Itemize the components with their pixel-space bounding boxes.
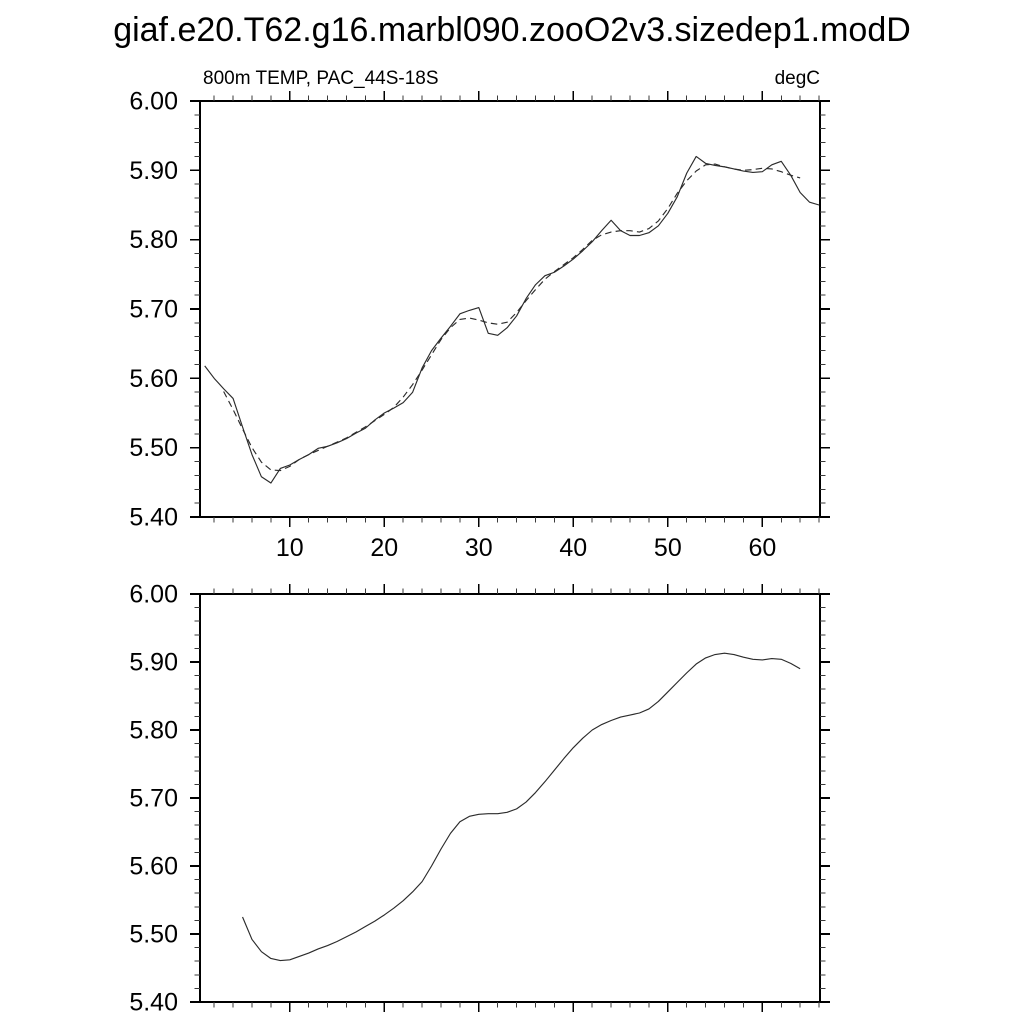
series-solid-line	[243, 653, 801, 960]
y-tick-label: 5.70	[129, 295, 178, 324]
x-tick-label: 40	[559, 534, 588, 562]
y-tick-label: 5.40	[129, 988, 178, 1017]
panel-top	[129, 88, 830, 563]
y-tick-label: 5.90	[129, 648, 178, 677]
x-tick-label: 10	[275, 534, 304, 562]
y-tick-label: 5.80	[129, 226, 178, 255]
y-tick-label: 5.70	[129, 784, 178, 813]
plot-frame	[200, 594, 820, 1002]
series-dashed-line	[224, 164, 801, 470]
series-solid-line	[205, 156, 819, 483]
y-tick-label: 6.00	[129, 580, 178, 609]
y-tick-label: 5.80	[129, 716, 178, 745]
x-tick-label: 60	[748, 534, 777, 562]
plot-frame	[200, 101, 820, 517]
top-panel-title: 800m TEMP, PAC_44S-18S	[203, 68, 439, 89]
y-tick-label: 5.90	[129, 156, 178, 185]
y-tick-label: 6.00	[129, 87, 178, 116]
axes-top	[190, 91, 830, 527]
y-tick-label: 5.50	[129, 920, 178, 949]
y-tick-label: 5.60	[129, 852, 178, 881]
x-tick-label: 30	[464, 534, 493, 562]
top-panel-units-label: degC	[774, 68, 820, 89]
y-tick-label: 5.60	[129, 364, 178, 393]
x-tick-label: 50	[653, 534, 682, 562]
panel-bottom	[129, 581, 830, 1017]
page-title: giaf.e20.T62.g16.marbl090.zooO2v3.sizedep1.modD	[113, 11, 911, 49]
y-tick-label: 5.50	[129, 434, 178, 463]
axes-bottom	[190, 584, 830, 1012]
x-tick-label: 20	[370, 534, 399, 562]
y-tick-label: 5.40	[129, 503, 178, 532]
